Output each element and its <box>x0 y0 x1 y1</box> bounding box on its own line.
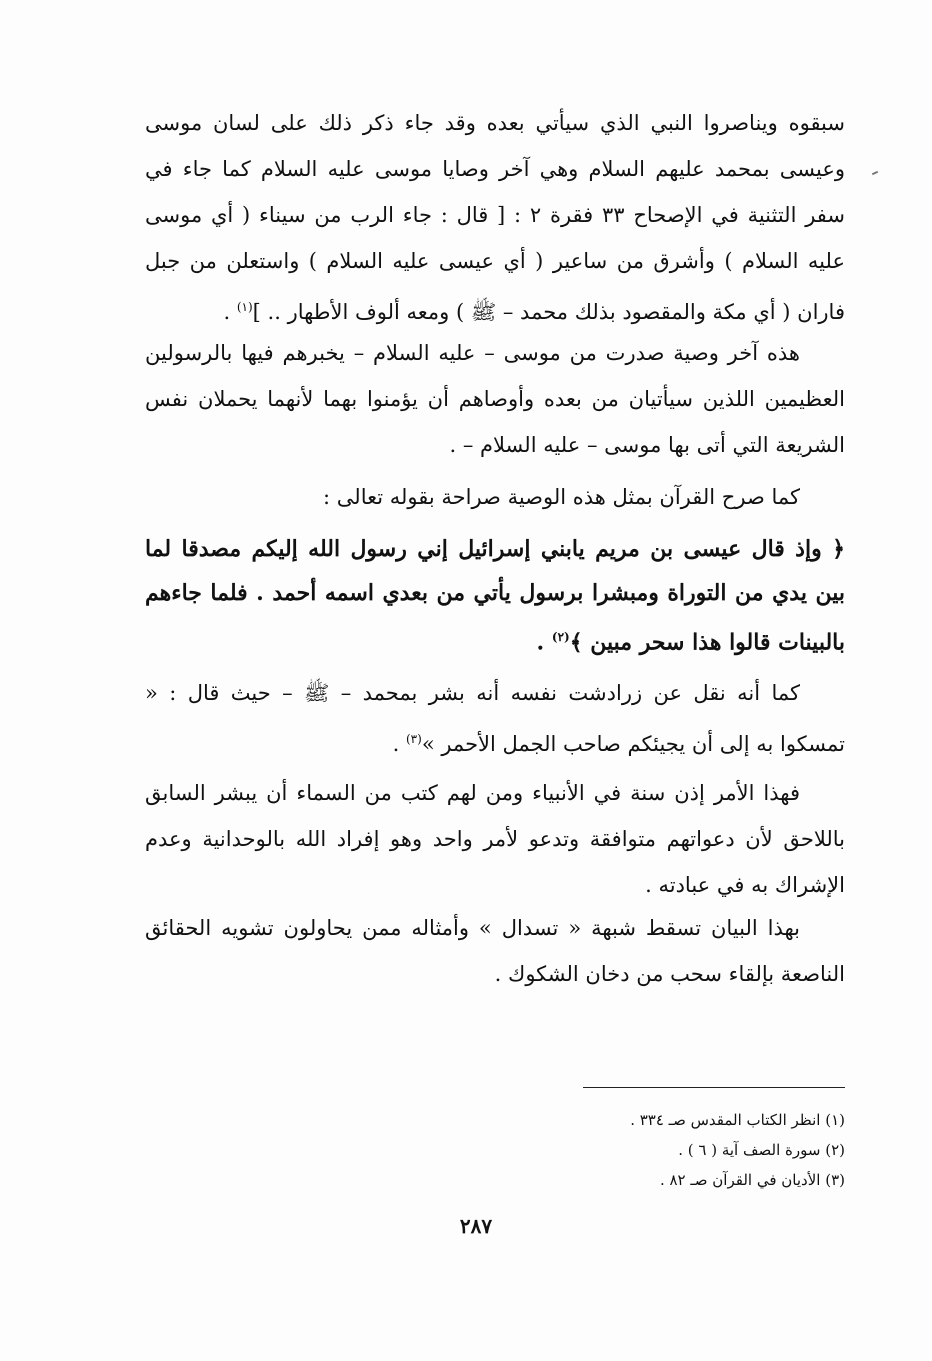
footnote-2: (٢) سورة الصف آية ( ٦ ) . <box>678 1141 845 1159</box>
paragraph-5 <box>145 670 845 767</box>
footnotes <box>400 1105 845 1195</box>
paragraph-1-end: . <box>223 300 237 324</box>
page-number: ٢٨٧ <box>459 1214 493 1238</box>
footnote-1: (١) انظر الكتاب المقدس صـ ٣٣٤ . <box>630 1111 845 1129</box>
scan-speck <box>872 171 878 175</box>
quran-verse <box>145 527 845 664</box>
paragraph-5-text: كما أنه نقل عن زرادشت نفسه أنه بشر بمحمد – ﷺ – حيث قال : « تمسكوا به إلى أن يجيئكم صاحب الجمل الأحمر » <box>145 681 845 756</box>
paragraph-3: كما صرح القرآن بمثل هذه الوصية صراحة بقوله تعالى : <box>323 485 800 509</box>
quran-verse-text: ﴿ وإذ قال عيسى بن مريم يابني إسرائيل إني رسول الله إليكم مصدقا لما بين يدي من التوراة ومبشرا برسول يأتي من بعدي اسمه أحمد . فلما جاءهم بالبينات قالوا هذا سحر مبين ﴾ <box>145 536 845 656</box>
paragraph-5-end: . <box>392 732 406 756</box>
paragraph-1-text: سبقوه ويناصروا النبي الذي سيأتي بعده وقد جاء ذكر ذلك على لسان موسى وعيسى بمحمد عليهم السلام وهي آخر وصايا موسى عليه السلام كما جاء في سفر التثنية في الإصحاح ٣٣ فقرة ٢ : [ قال : جاء الرب من سيناء ( أي موسى عليه السلام ) وأشرق من ساعير ( أي عيسى عليه السلام ) واستعلن من جبل فاران ( أي مكة والمقصود بذلك محمد – ﷺ ) ومعه ألوف الأطهار .. ] <box>145 111 845 324</box>
paragraph-1 <box>145 100 845 335</box>
footnote-ref-2: (٢) <box>551 630 570 644</box>
paragraph-2: هذه آخر وصية صدرت من موسى – عليه السلام – يخبرهم فيها بالرسولين العظيمين اللذين سيأتيان من بعده وأوصاهم أن يؤمنوا بهما لأنهما يحملان نفس الشريعة التي أتى بها موسى – عليه السلام – . <box>145 341 845 457</box>
footnote-divider <box>583 1087 845 1088</box>
footnote-ref-1: (١) <box>236 300 253 314</box>
paragraph-7: بهذا البيان تسقط شبهة « تسدال » وأمثاله ممن يحاولون تشويه الحقائق الناصعة بإلقاء سحب من دخان الشكوك . <box>145 916 845 986</box>
paragraph-6: فهذا الأمر إذن سنة في الأنبياء ومن لهم كتب من السماء أن يبشر السابق باللاحق لأن دعواتهم متوافقة وتدعو لأمر واحد وهو إفراد الله بالوحدانية وعدم الإشراك به في عبادته . <box>145 781 845 897</box>
quran-verse-end: . <box>536 629 552 656</box>
footnote-ref-3: (٣) <box>405 732 422 746</box>
footnote-3: (٣) الأديان في القرآن صـ ٨٢ . <box>659 1171 845 1189</box>
